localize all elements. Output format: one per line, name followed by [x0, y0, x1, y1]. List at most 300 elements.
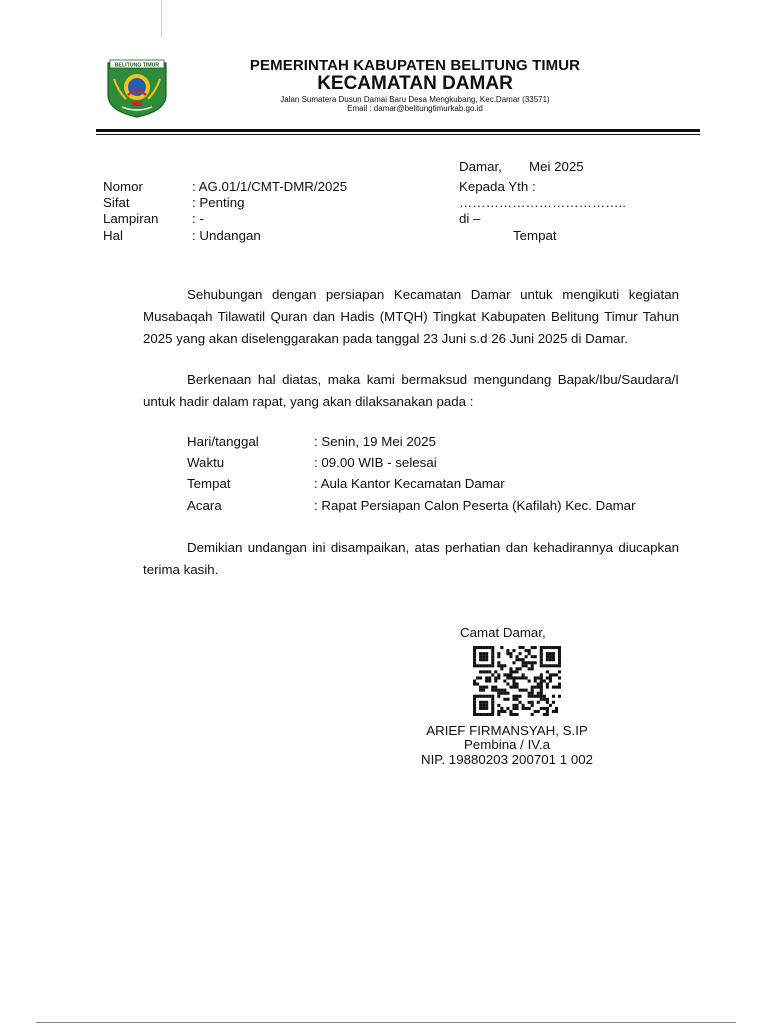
qr-module	[552, 686, 555, 689]
qr-module	[497, 661, 500, 664]
qr-module	[512, 695, 515, 698]
qr-module	[476, 664, 479, 667]
qr-module	[540, 649, 543, 652]
qr-module	[482, 701, 485, 704]
qr-module	[515, 686, 518, 689]
qr-module	[552, 710, 555, 713]
qr-module	[509, 673, 512, 676]
qr-module	[479, 701, 482, 704]
meta-label-sifat: Sifat	[103, 195, 130, 210]
qr-module	[534, 686, 537, 689]
qr-module	[512, 713, 515, 716]
qr-module	[473, 701, 476, 704]
qr-module	[479, 670, 482, 673]
qr-module	[503, 710, 506, 713]
qr-module	[519, 646, 522, 649]
qr-module	[525, 655, 528, 658]
qr-module	[482, 670, 485, 673]
qr-module	[531, 713, 534, 716]
qr-module	[479, 686, 482, 689]
qr-module	[540, 692, 543, 695]
detail-value-date: : Senin, 19 Mei 2025	[314, 434, 436, 449]
qr-module	[473, 713, 476, 716]
qr-module	[512, 698, 515, 701]
qr-module	[543, 679, 546, 682]
qr-module	[534, 710, 537, 713]
qr-module	[503, 689, 506, 692]
qr-module	[494, 689, 497, 692]
signature-rank: Pembina / IV.a	[464, 737, 550, 752]
qr-module	[546, 698, 549, 701]
qr-module	[491, 701, 494, 704]
detail-value-time: : 09.00 WIB - selesai	[314, 455, 437, 470]
qr-module	[491, 698, 494, 701]
qr-module	[519, 701, 522, 704]
qr-module	[525, 649, 528, 652]
qr-module	[506, 673, 509, 676]
qr-module	[479, 676, 482, 679]
qr-module	[519, 676, 522, 679]
detail-value-place: : Aula Kantor Kecamatan Damar	[314, 476, 505, 491]
qr-module	[485, 679, 488, 682]
qr-module	[482, 713, 485, 716]
qr-code-signature	[473, 646, 561, 716]
qr-module	[543, 698, 546, 701]
meta-label-hal: Hal	[103, 228, 123, 243]
qr-module	[558, 670, 561, 673]
qr-module	[543, 695, 546, 698]
qr-module	[485, 701, 488, 704]
meta-value-hal: : Undangan	[192, 228, 261, 243]
qr-module	[546, 707, 549, 710]
qr-module	[482, 655, 485, 658]
qr-module	[494, 679, 497, 682]
qr-module	[537, 710, 540, 713]
qr-module	[540, 686, 543, 689]
header-divider-thin	[96, 134, 700, 135]
qr-module	[512, 679, 515, 682]
qr-module	[485, 652, 488, 655]
qr-module	[543, 664, 546, 667]
qr-module	[473, 649, 476, 652]
qr-module	[534, 655, 537, 658]
qr-module	[485, 658, 488, 661]
meta-label-nomor: Nomor	[103, 179, 143, 194]
qr-module	[540, 658, 543, 661]
qr-module	[515, 683, 518, 686]
qr-module	[497, 652, 500, 655]
qr-module	[506, 649, 509, 652]
qr-module	[491, 658, 494, 661]
qr-module	[494, 676, 497, 679]
qr-module	[558, 658, 561, 661]
qr-module	[558, 683, 561, 686]
qr-module	[522, 673, 525, 676]
meta-value-lampiran: : -	[192, 211, 204, 226]
qr-module	[549, 673, 552, 676]
qr-module	[528, 667, 531, 670]
signature-name: ARIEF FIRMANSYAH, S.IP	[426, 723, 588, 738]
qr-module	[537, 686, 540, 689]
qr-module	[522, 661, 525, 664]
qr-module	[540, 698, 543, 701]
header-government: PEMERINTAH KABUPATEN BELITUNG TIMUR	[249, 57, 581, 74]
qr-module	[497, 655, 500, 658]
qr-module	[512, 686, 515, 689]
qr-module	[558, 646, 561, 649]
qr-module	[482, 695, 485, 698]
qr-module	[473, 661, 476, 664]
qr-module	[485, 713, 488, 716]
recipient-di: di –	[459, 211, 481, 226]
qr-module	[528, 707, 531, 710]
qr-module	[558, 695, 561, 698]
qr-module	[497, 692, 500, 695]
qr-module	[512, 661, 515, 664]
qr-module	[522, 676, 525, 679]
qr-module	[552, 655, 555, 658]
qr-module	[506, 707, 509, 710]
qr-module	[473, 695, 476, 698]
qr-module	[512, 683, 515, 686]
qr-module	[515, 698, 518, 701]
qr-module	[546, 683, 549, 686]
qr-module	[506, 692, 509, 695]
qr-module	[543, 713, 546, 716]
qr-module	[479, 652, 482, 655]
qr-module	[534, 695, 537, 698]
qr-module	[482, 646, 485, 649]
qr-module	[546, 686, 549, 689]
qr-module	[506, 676, 509, 679]
qr-module	[500, 692, 503, 695]
qr-module	[488, 664, 491, 667]
qr-module	[509, 667, 512, 670]
qr-module	[512, 649, 515, 652]
qr-module	[473, 652, 476, 655]
qr-module	[546, 713, 549, 716]
qr-module	[482, 704, 485, 707]
qr-module	[543, 646, 546, 649]
qr-module	[479, 695, 482, 698]
qr-module	[497, 695, 500, 698]
qr-module	[525, 707, 528, 710]
detail-label-place: Tempat	[187, 476, 231, 491]
qr-module	[540, 646, 543, 649]
page-edge-line	[161, 0, 162, 38]
qr-module	[531, 646, 534, 649]
qr-module	[473, 679, 476, 682]
qr-module	[497, 710, 500, 713]
qr-module	[479, 713, 482, 716]
qr-module	[534, 676, 537, 679]
qr-module	[546, 670, 549, 673]
qr-module	[558, 686, 561, 689]
qr-module	[546, 664, 549, 667]
qr-module	[546, 655, 549, 658]
qr-module	[540, 679, 543, 682]
qr-module	[555, 710, 558, 713]
qr-module	[482, 658, 485, 661]
qr-module	[473, 655, 476, 658]
qr-module	[552, 652, 555, 655]
qr-module	[537, 692, 540, 695]
body-paragraph-closing: Demikian undangan ini disampaikan, atas perhatian dan kehadirannya diucapkan terima kasih.	[143, 540, 679, 577]
qr-module	[482, 664, 485, 667]
qr-module	[549, 652, 552, 655]
qr-module	[473, 704, 476, 707]
qr-module	[488, 676, 491, 679]
svg-text:BELITUNG TIMUR: BELITUNG TIMUR	[114, 62, 160, 69]
qr-module	[540, 652, 543, 655]
qr-module	[485, 664, 488, 667]
qr-module	[549, 676, 552, 679]
qr-module	[549, 679, 552, 682]
qr-module	[531, 695, 534, 698]
header-email: Email : damar@belitungtimurkab.go.id	[347, 104, 483, 113]
qr-module	[473, 664, 476, 667]
qr-module	[494, 670, 497, 673]
signature-title: Camat Damar,	[460, 625, 546, 640]
qr-module	[540, 695, 543, 698]
qr-module	[476, 646, 479, 649]
qr-module	[531, 664, 534, 667]
qr-module	[531, 701, 534, 704]
qr-module	[476, 683, 479, 686]
date-value: Mei 2025	[529, 159, 584, 174]
qr-module	[546, 710, 549, 713]
qr-module	[528, 695, 531, 698]
qr-module	[500, 689, 503, 692]
qr-module	[497, 664, 500, 667]
qr-module	[525, 689, 528, 692]
qr-module	[479, 655, 482, 658]
detail-label-time: Waktu	[187, 455, 225, 470]
qr-module	[546, 658, 549, 661]
qr-module	[546, 652, 549, 655]
qr-module	[519, 658, 522, 661]
qr-module	[491, 655, 494, 658]
qr-module	[485, 707, 488, 710]
qr-module	[491, 710, 494, 713]
qr-module	[555, 673, 558, 676]
qr-module	[476, 676, 479, 679]
qr-module	[485, 655, 488, 658]
qr-module	[546, 701, 549, 704]
qr-module	[558, 652, 561, 655]
qr-module	[528, 661, 531, 664]
qr-module	[512, 707, 515, 710]
qr-module	[491, 661, 494, 664]
qr-module	[549, 704, 552, 707]
meta-label-lampiran: Lampiran	[103, 211, 159, 226]
header-district: KECAMATAN DAMAR	[317, 73, 513, 94]
qr-module	[485, 676, 488, 679]
qr-module	[500, 664, 503, 667]
qr-module	[515, 713, 518, 716]
qr-module	[500, 710, 503, 713]
qr-module	[497, 704, 500, 707]
qr-module	[509, 670, 512, 673]
qr-module	[528, 701, 531, 704]
qr-module	[515, 670, 518, 673]
qr-module	[509, 713, 512, 716]
qr-module	[549, 646, 552, 649]
qr-module	[540, 673, 543, 676]
qr-module	[537, 701, 540, 704]
qr-module	[497, 713, 500, 716]
qr-module	[549, 664, 552, 667]
qr-module	[473, 707, 476, 710]
qr-module	[497, 689, 500, 692]
qr-module	[500, 646, 503, 649]
qr-module	[531, 692, 534, 695]
qr-module	[491, 673, 494, 676]
qr-module	[537, 676, 540, 679]
qr-module	[506, 698, 509, 701]
qr-module	[479, 664, 482, 667]
qr-module	[528, 692, 531, 695]
qr-module	[534, 679, 537, 682]
qr-module	[534, 661, 537, 664]
header-divider-thick	[96, 129, 700, 132]
qr-module	[519, 695, 522, 698]
qr-module	[509, 652, 512, 655]
qr-module	[540, 655, 543, 658]
qr-module	[497, 676, 500, 679]
qr-module	[522, 646, 525, 649]
qr-module	[525, 661, 528, 664]
qr-module	[473, 698, 476, 701]
meta-value-sifat: : Penting	[192, 195, 245, 210]
qr-module	[479, 658, 482, 661]
qr-module	[488, 713, 491, 716]
qr-module	[482, 689, 485, 692]
qr-module	[552, 664, 555, 667]
qr-module	[540, 707, 543, 710]
qr-module	[515, 655, 518, 658]
qr-module	[497, 673, 500, 676]
qr-module	[552, 673, 555, 676]
qr-module	[479, 689, 482, 692]
qr-module	[552, 701, 555, 704]
qr-module	[485, 646, 488, 649]
qr-module	[515, 667, 518, 670]
qr-module	[479, 707, 482, 710]
qr-module	[503, 673, 506, 676]
qr-module	[519, 689, 522, 692]
qr-module	[528, 652, 531, 655]
signature-nip: NIP. 19880203 200701 1 002	[420, 752, 594, 767]
qr-module	[503, 692, 506, 695]
qr-module	[509, 686, 512, 689]
belitung-timur-logo	[104, 57, 170, 119]
qr-module	[515, 658, 518, 661]
qr-module	[509, 710, 512, 713]
qr-module	[491, 713, 494, 716]
page-bottom-line	[36, 1022, 736, 1023]
qr-module	[522, 664, 525, 667]
qr-module	[537, 695, 540, 698]
qr-module	[549, 655, 552, 658]
qr-module	[488, 695, 491, 698]
qr-module	[506, 652, 509, 655]
qr-module	[546, 676, 549, 679]
qr-module	[528, 649, 531, 652]
qr-module	[540, 683, 543, 686]
meta-value-nomor: : AG.01/1/CMT-DMR/2025	[192, 179, 348, 194]
qr-module	[485, 695, 488, 698]
qr-module	[509, 676, 512, 679]
qr-module	[506, 683, 509, 686]
recipient-kepada: Kepada Yth :	[459, 179, 536, 194]
qr-module	[488, 646, 491, 649]
qr-module	[558, 664, 561, 667]
qr-module	[555, 646, 558, 649]
body-paragraph-1: Sehubungan dengan persiapan Kecamatan Damar untuk mengikuti kegiatan Musabaqah Tilawatil Quran dan Hadis (MTQH) Tingkat Kabupaten Belitung Timur Tahun 2025 yang akan diselenggarakan pada tanggal 23 Juni s.d 26 Juni 2025 di Damar.	[143, 287, 679, 346]
qr-module	[522, 658, 525, 661]
qr-module	[485, 670, 488, 673]
qr-module	[531, 704, 534, 707]
qr-module	[503, 679, 506, 682]
qr-module	[525, 676, 528, 679]
qr-module	[555, 664, 558, 667]
qr-module	[479, 646, 482, 649]
qr-module	[558, 661, 561, 664]
detail-label-date: Hari/tanggal	[187, 434, 259, 449]
qr-module	[482, 707, 485, 710]
qr-module	[512, 670, 515, 673]
qr-module	[491, 686, 494, 689]
qr-module	[485, 686, 488, 689]
qr-module	[491, 689, 494, 692]
qr-module	[522, 689, 525, 692]
qr-module	[534, 646, 537, 649]
qr-module	[531, 655, 534, 658]
qr-module	[540, 664, 543, 667]
qr-module	[476, 695, 479, 698]
qr-module	[491, 652, 494, 655]
detail-label-agenda: Acara	[187, 498, 222, 513]
qr-module	[519, 652, 522, 655]
qr-module	[515, 695, 518, 698]
qr-module	[473, 683, 476, 686]
qr-module	[555, 707, 558, 710]
qr-module	[494, 686, 497, 689]
qr-module	[540, 689, 543, 692]
qr-module	[555, 686, 558, 689]
header-address: Jalan Sumatera Dusun Damai Baru Desa Mengkubang, Kec.Damar (33571)	[280, 95, 550, 104]
qr-module	[515, 704, 518, 707]
qr-module	[537, 683, 540, 686]
qr-module	[558, 655, 561, 658]
qr-module	[525, 664, 528, 667]
qr-module	[515, 676, 518, 679]
recipient-tempat: Tempat	[513, 228, 557, 243]
qr-module	[519, 667, 522, 670]
qr-module	[476, 713, 479, 716]
qr-module	[558, 649, 561, 652]
qr-module	[503, 664, 506, 667]
date-place: Damar,	[459, 159, 502, 174]
qr-module	[531, 667, 534, 670]
qr-module	[552, 695, 555, 698]
qr-module	[482, 652, 485, 655]
qr-module	[509, 655, 512, 658]
qr-module	[503, 698, 506, 701]
qr-module	[491, 649, 494, 652]
qr-module	[512, 676, 515, 679]
